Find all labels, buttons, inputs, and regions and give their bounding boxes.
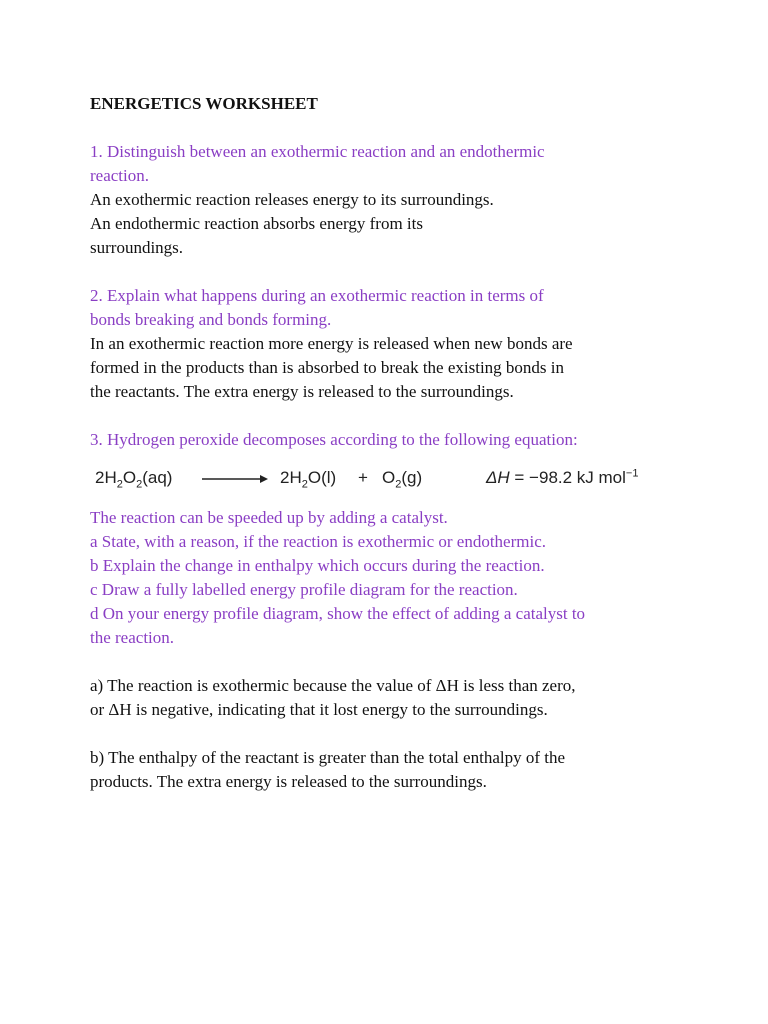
answer-b [90, 746, 710, 794]
equation-reactant: $2H_2O_2(aq)$ [95, 468, 173, 491]
answer-b-line: products. The extra energy is released to the surroundings. [90, 772, 487, 791]
worksheet-page [90, 92, 710, 794]
equation-plus: + [358, 468, 368, 487]
answer-2-line: In an exothermic reaction more energy is released when new bonds are [90, 334, 573, 353]
question-3-part: c Draw a fully labelled energy profile diagram for the reaction. [90, 580, 518, 599]
equation-enthalpy-change: ΔH = −98.2 kJ mol$^{-1}$ [486, 467, 639, 487]
question-3-part: b Explain the change in enthalpy which occurs during the reaction. [90, 556, 545, 575]
reaction-arrow-icon [202, 474, 268, 484]
question-1-text-line: 1. Distinguish between an exothermic reaction and an endothermic [90, 142, 545, 161]
question-3 [90, 428, 710, 650]
question-1 [90, 140, 710, 260]
question-3-part: d On your energy profile diagram, show the effect of adding a catalyst to [90, 604, 586, 623]
question-2 [90, 284, 710, 404]
answer-a-line: a) The reaction is exothermic because the value of ΔH is less than zero, [90, 676, 576, 695]
answer-a [90, 674, 710, 722]
question-3-part: The reaction can be speeded up by adding a catalyst. [90, 508, 448, 527]
answer-b-line: b) The enthalpy of the reactant is greater than the total enthalpy of the [90, 748, 566, 767]
answer-1-line: An exothermic reaction releases energy to its surroundings. [90, 190, 494, 209]
equation-product-oxygen: $O_2(g)$ [382, 468, 423, 491]
answer-2-line: formed in the products than is absorbed to break the existing bonds in [90, 358, 565, 377]
answer-1-line: surroundings. [90, 238, 184, 257]
answer-a-line: or ΔH is negative, indicating that it lost energy to the surroundings. [90, 700, 548, 719]
question-1-text-line: reaction. [90, 166, 149, 185]
equation-product-water: $2H_2O(l)$ [280, 468, 337, 491]
answer-1-line: An endothermic reaction absorbs energy from its [90, 214, 423, 233]
page-title: ENERGETICS WORKSHEET [90, 94, 318, 113]
chemical-equation [90, 458, 710, 506]
question-2-text-line: bonds breaking and bonds forming. [90, 310, 332, 329]
question-3-intro: 3. Hydrogen peroxide decomposes according to the following equation: [90, 430, 578, 449]
question-3-part: the reaction. [90, 628, 175, 647]
question-2-text-line: 2. Explain what happens during an exothermic reaction in terms of [90, 286, 544, 305]
answer-2-line: the reactants. The extra energy is released to the surroundings. [90, 382, 514, 401]
question-3-part: a State, with a reason, if the reaction is exothermic or endothermic. [90, 532, 547, 551]
